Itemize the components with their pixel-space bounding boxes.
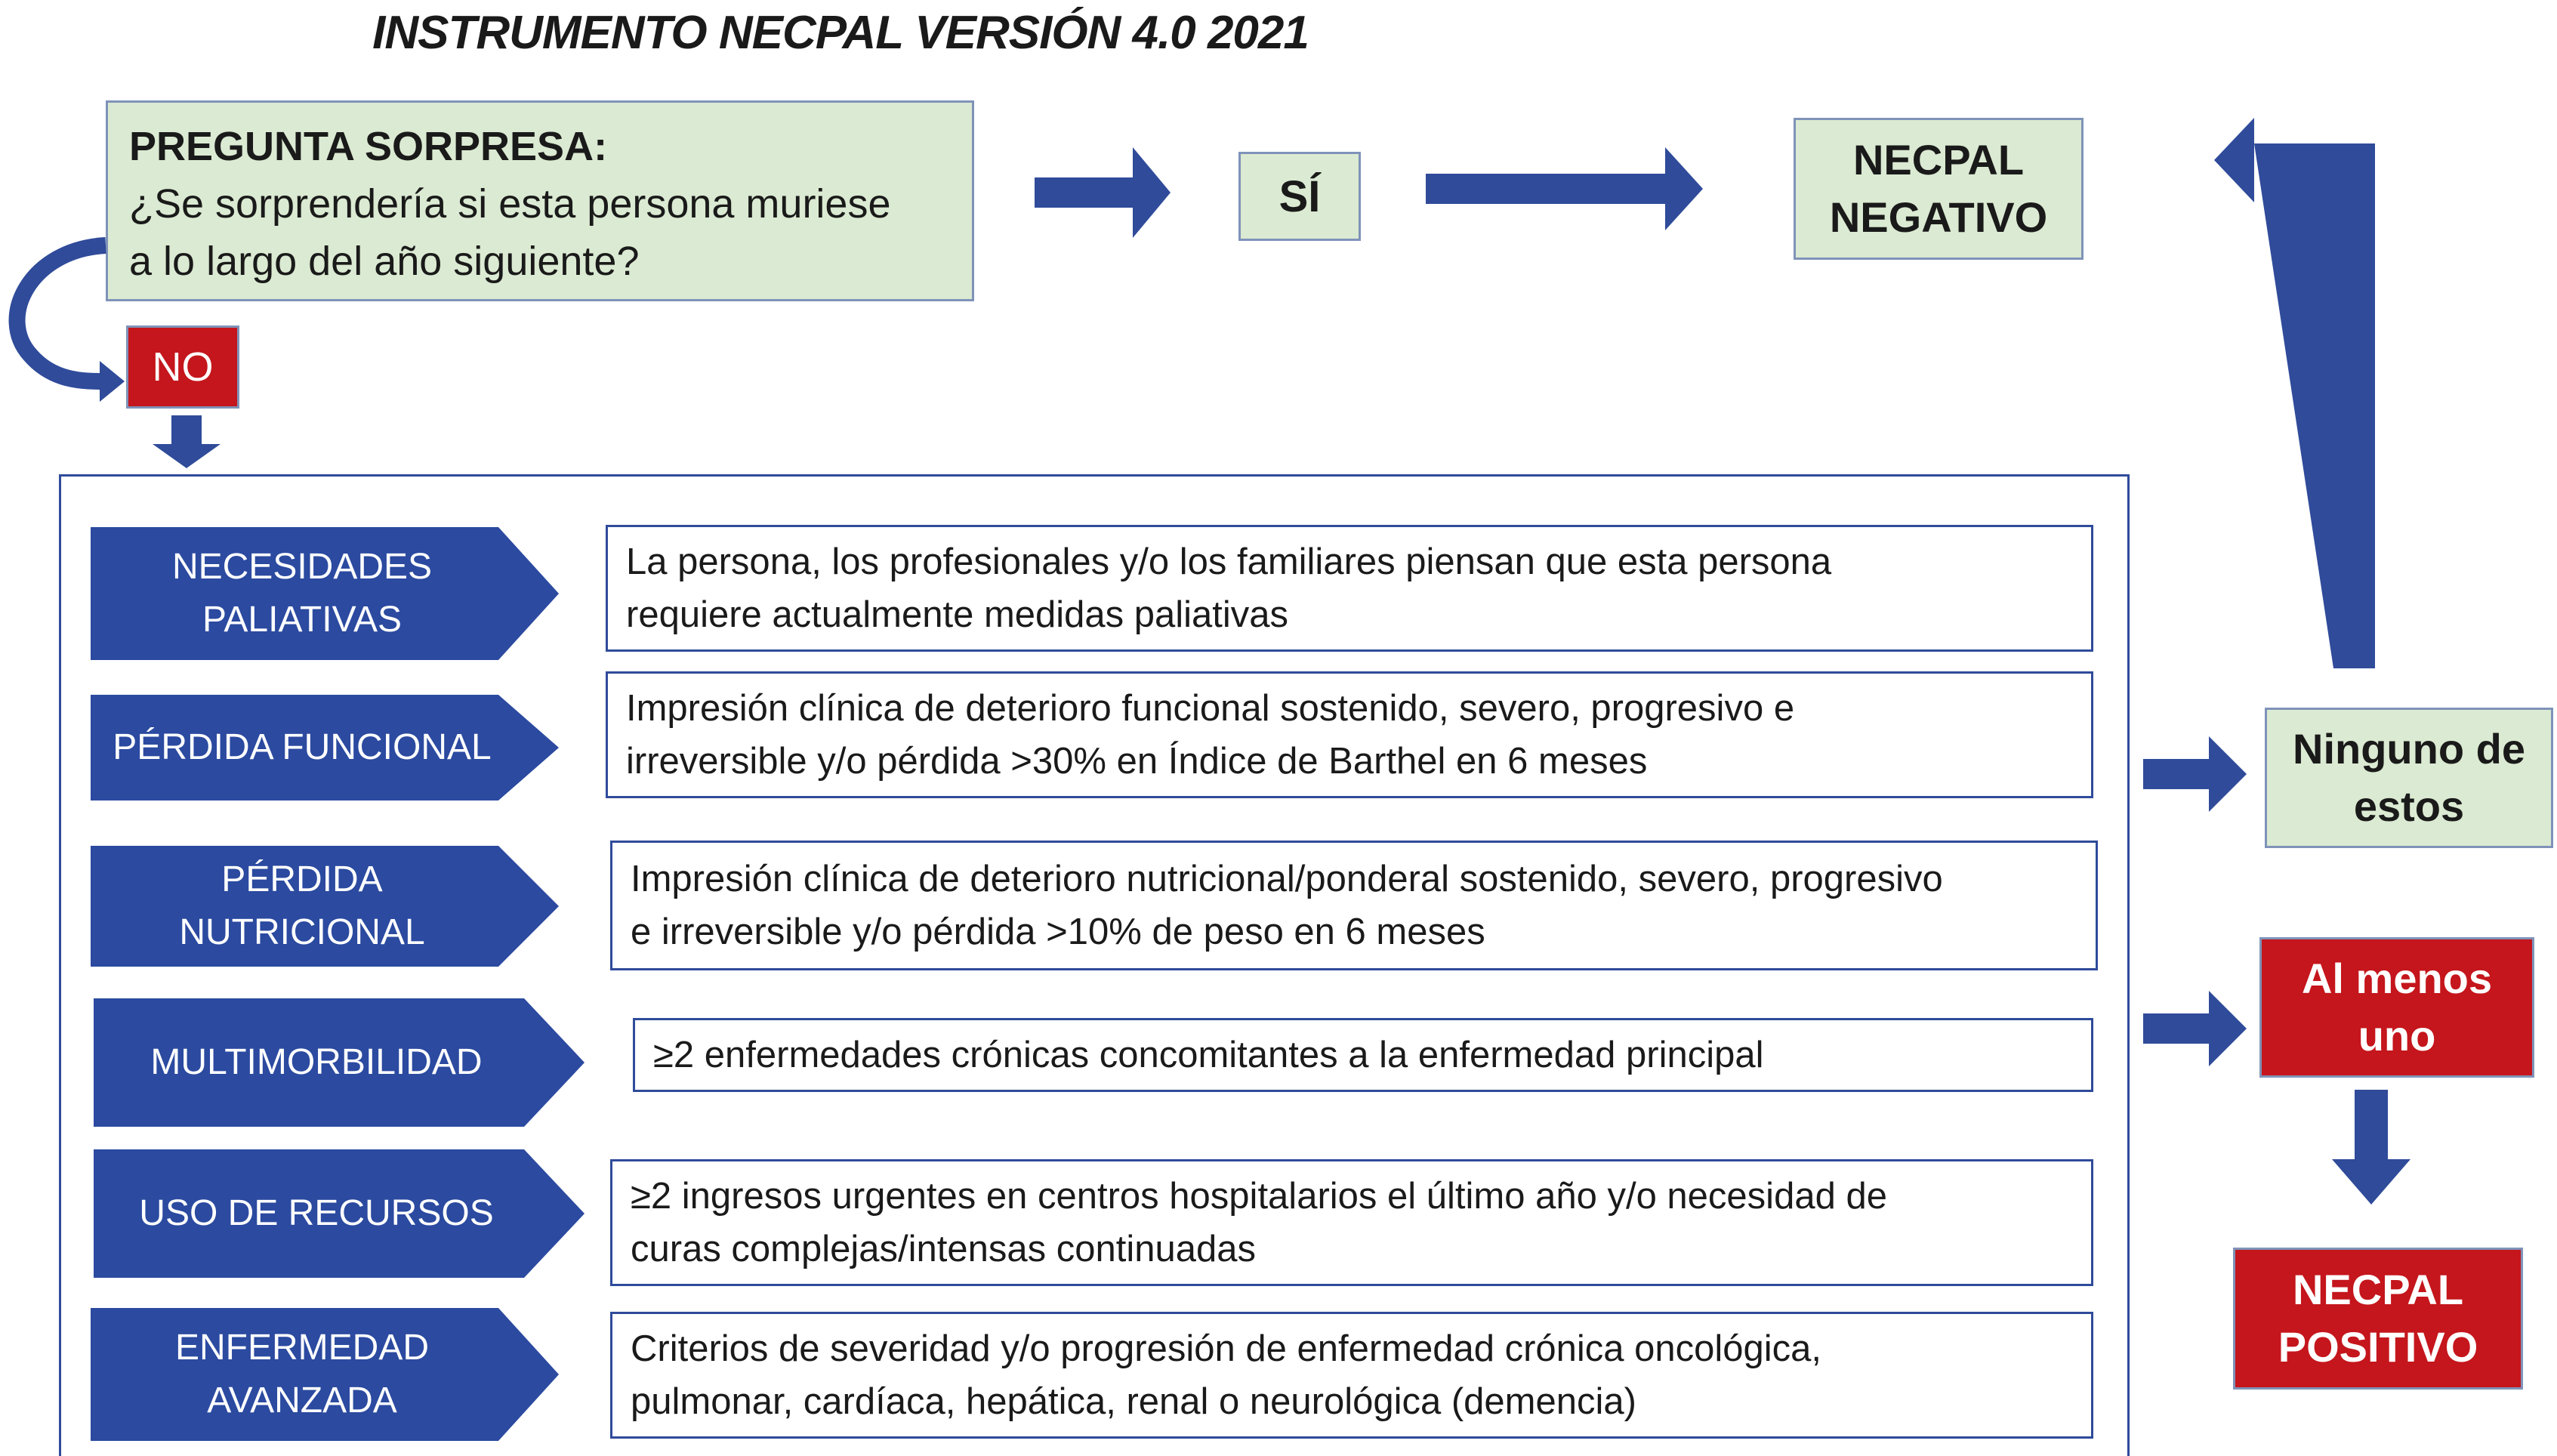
criterion-desc-advanced-disease [610, 1312, 2093, 1439]
criterion-label-line-1: PÉRDIDA [221, 859, 383, 899]
criterion-label-line-1: NECESIDADES [171, 547, 433, 587]
at-least-line-1: Al menos [2301, 955, 2493, 1002]
arrow-right-icon [1035, 147, 1171, 238]
criterion-desc-line-1: Criterios de severidad y/o progresión de enfermedad crónica oncológica, [631, 1328, 1822, 1369]
arrow-right-icon [1426, 147, 1703, 230]
criterion-desc-line-2: e irreversible y/o pérdida >10% de peso en 6 meses [631, 912, 1485, 952]
none-line-2: estos [2353, 782, 2465, 830]
criterion-desc-line-1: Impresión clínica de deterioro funcional sostenido, severo, progresivo e [626, 688, 1795, 729]
criterion-label-line-2: NUTRICIONAL [179, 912, 425, 952]
criterion-label-line-1: USO DE RECURSOS [139, 1193, 494, 1233]
criterion-label-functional-loss [91, 695, 559, 800]
criterion-label-line-1: MULTIMORBILIDAD [150, 1042, 483, 1082]
criterion-label-palliative-needs [91, 527, 559, 660]
criterion-desc-multimorbidity [633, 1018, 2093, 1092]
arrow-right-icon [2143, 736, 2247, 812]
criterion-desc-resource-use [610, 1159, 2093, 1286]
surprise-question-box [106, 100, 974, 301]
curved-arrow-head-icon [100, 361, 125, 402]
no-box [126, 325, 239, 409]
criterion-label-nutritional-loss [91, 846, 559, 967]
criterion-desc-functional-loss [606, 671, 2093, 798]
necpal-negative-box [1794, 118, 2084, 260]
negative-line-2: NEGATIVO [1829, 193, 2048, 241]
criterion-desc-line-2: irreversible y/o pérdida >30% en Índice de Barthel en 6 meses [626, 741, 1648, 782]
arrow-right-icon [2143, 991, 2247, 1066]
criterion-desc-palliative-needs [606, 525, 2093, 652]
positive-line-2: POSITIVO [2278, 1323, 2478, 1371]
arrow-down-icon [153, 415, 221, 468]
criterion-desc-line-2: requiere actualmente medidas paliativas [626, 594, 1289, 635]
necpal-positive-box [2233, 1248, 2523, 1390]
at-least-line-2: uno [2358, 1012, 2436, 1060]
criterion-desc-line-1: La persona, los profesionales y/o los familiares piensan que esta persona [626, 541, 1832, 582]
arrow-down-icon [2332, 1090, 2410, 1205]
positive-line-1: NECPAL [2292, 1266, 2464, 1313]
none-line-1: Ninguno de [2293, 725, 2525, 773]
arrow-elbow-icon [2214, 118, 2375, 668]
curved-arrow-icon [17, 245, 106, 381]
no-label: NO [152, 344, 214, 390]
criterion-desc-line-1: ≥2 ingresos urgentes en centros hospitalarios el último año y/o necesidad de [631, 1176, 1887, 1217]
criterion-label-advanced-disease [91, 1308, 559, 1441]
question-line-2: a lo largo del año siguiente? [129, 239, 640, 284]
criterion-label-line-2: PALIATIVAS [202, 600, 403, 640]
at-least-one-box [2259, 937, 2534, 1078]
criterion-desc-line-1: Impresión clínica de deterioro nutricional/ponderal sostenido, severo, progresivo [631, 859, 1943, 899]
criterion-label-resource-use [94, 1149, 585, 1278]
question-line-1: ¿Se sorprendería si esta persona muriese [129, 181, 891, 227]
diagram-title: INSTRUMENTO NECPAL VERSIÓN 4.0 2021 [372, 7, 1309, 59]
criterion-desc-line-2: curas complejas/intensas continuadas [631, 1229, 1257, 1269]
criterion-label-line-1: PÉRDIDA FUNCIONAL [113, 727, 492, 767]
yes-box [1238, 152, 1361, 241]
criterion-desc-nutritional-loss [610, 841, 2098, 970]
criterion-label-line-2: AVANZADA [207, 1380, 397, 1421]
yes-label: SÍ [1278, 171, 1321, 221]
criterion-desc-line-2: pulmonar, cardíaca, hepática, renal o neurológica (demencia) [631, 1381, 1636, 1422]
criterion-label-line-1: ENFERMEDAD [174, 1328, 430, 1368]
none-of-these-box [2265, 708, 2553, 848]
criterion-desc-line-1: ≥2 enfermedades crónicas concomitantes a la enfermedad principal [653, 1035, 1764, 1075]
criterion-label-multimorbidity [94, 998, 585, 1127]
question-heading: PREGUNTA SORPRESA: [129, 124, 608, 169]
negative-line-1: NECPAL [1852, 136, 2025, 184]
